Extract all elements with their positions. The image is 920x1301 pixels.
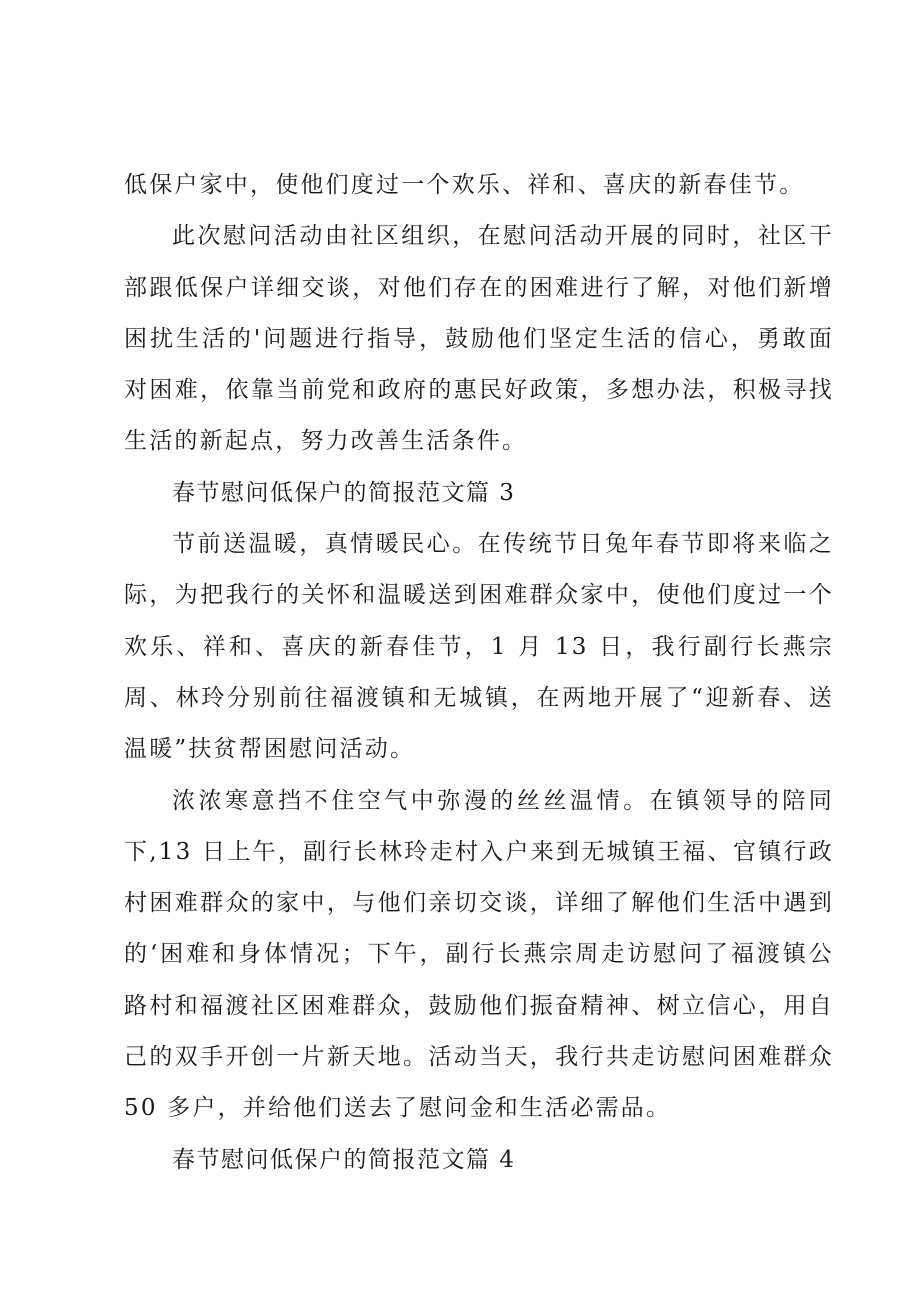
section-heading-4: 春节慰问低保户的简报范文篇 4 [172,1146,516,1173]
document-body [124,160,834,1186]
paragraph-community-visit: 此次慰问活动由社区组织，在慰问活动开展的同时，社区干部跟低保户详细交谈，对他们存在的困难进行了解，对他们新增困扰生活的'问题进行指导，鼓励他们坚定生活的信心，勇敢面对困难，依靠当前党和政府的惠民好政策，多想办法，积极寻找生活的新起点，努力改善生活条件。 [124,223,834,455]
paragraph-visits-detail: 浓浓寒意挡不住空气中弥漫的丝丝温情。在镇领导的陪同下,13 日上午，副行长林玲走村入户来到无城镇王福、官镇行政村困难群众的家中，与他们亲切交谈，详细了解他们生活中遇到的‘困难和身体情况；下午，副行长燕宗周走访慰问了福渡镇公路村和福渡社区困难群众，鼓励他们振奋精神、树立信心，用自己的双手开创一片新天地。活动当天，我行共走访慰问困难群众 50 多户，并给他们送去了慰问金和生活必需品。 [124,787,834,1122]
paragraph-continuation: 低保户家中，使他们度过一个欢乐、祥和、喜庆的新春佳节。 [124,172,805,198]
paragraph-warmth: 节前送温暖，真情暖民心。在传统节日兔年春节即将来临之际，为把我行的关怀和温暖送到困难群众家中，使他们度过一个欢乐、祥和、喜庆的新春佳节，1 月 13 日，我行副行长燕宗周、林玲分别前往福渡镇和无城镇，在两地开展了“迎新春、送温暖”扶贫帮困慰问活动。 [124,531,834,763]
section-heading-3: 春节慰问低保户的简报范文篇 3 [172,479,516,506]
